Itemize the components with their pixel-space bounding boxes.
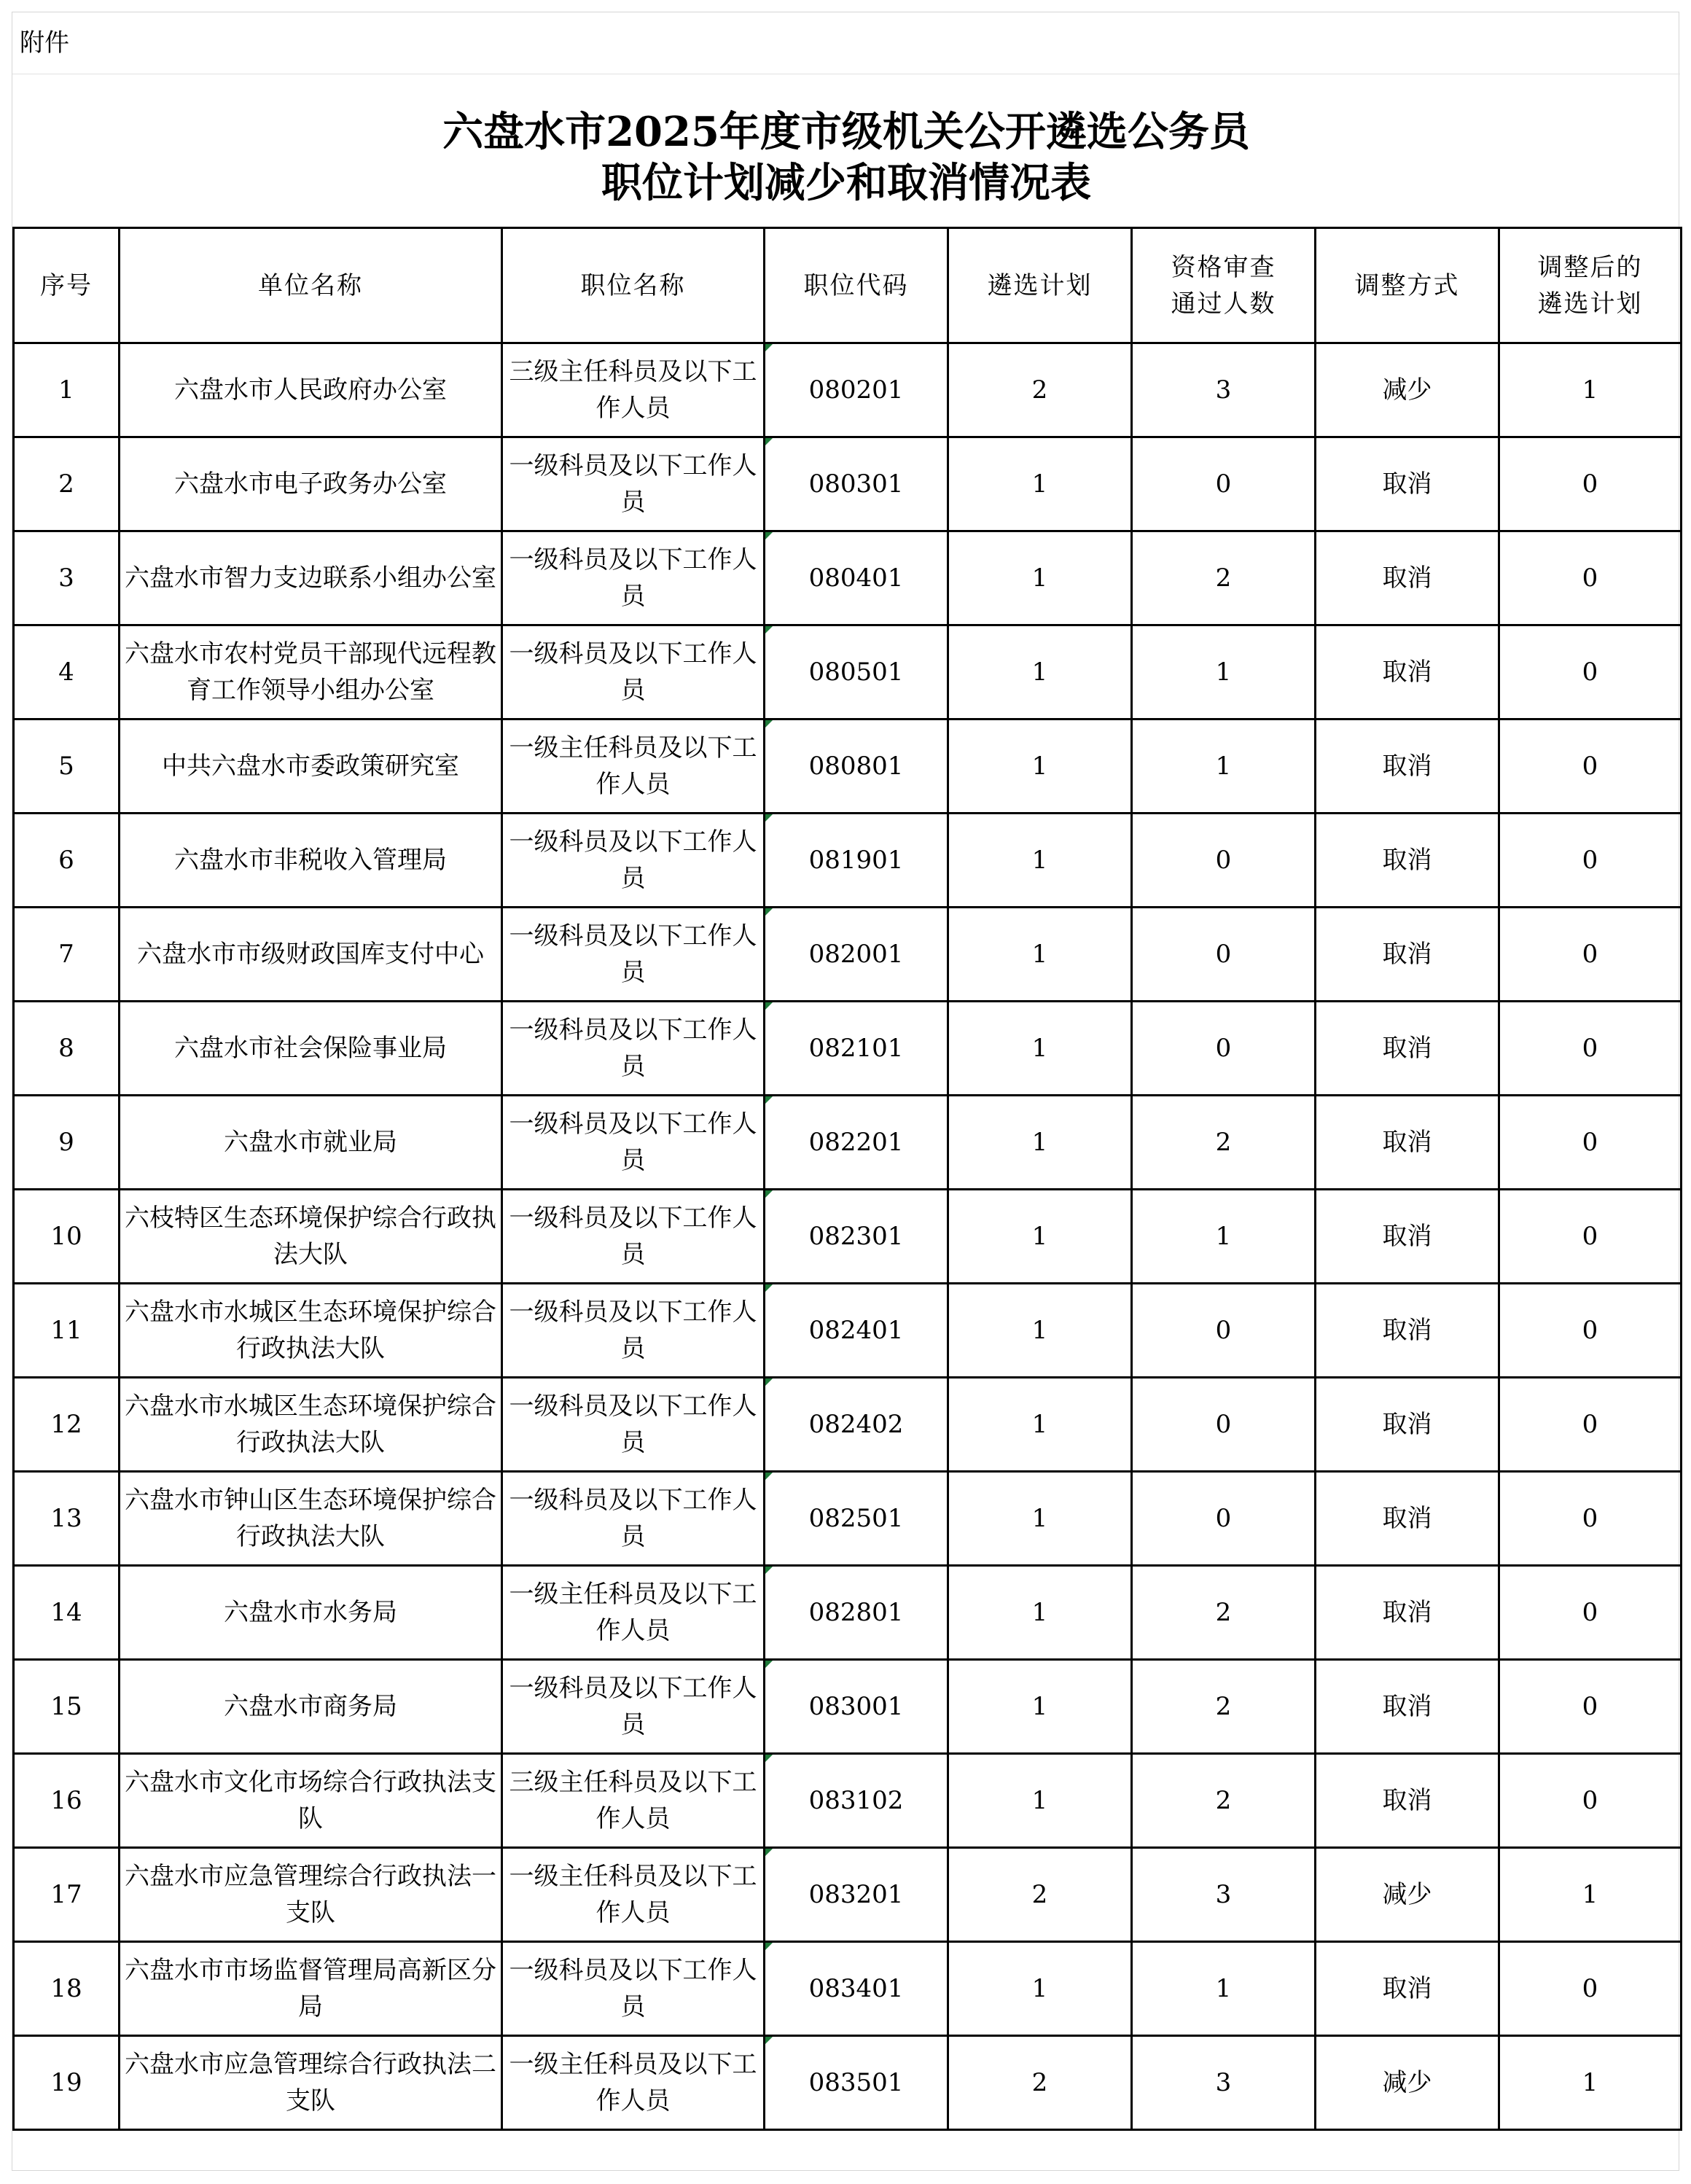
page-title-line-2: 职位计划减少和取消情况表	[601, 159, 1091, 207]
cell-note-marker	[765, 1284, 773, 1292]
cell-unit-name: 六盘水市应急管理综合行政执法一支队	[120, 1848, 502, 1942]
table-row	[14, 625, 1682, 719]
table-row	[14, 814, 1682, 908]
cell-adjust-method: 取消	[1316, 814, 1499, 908]
table-row	[14, 1096, 1682, 1190]
cell-adjusted-plan: 0	[1499, 1754, 1682, 1848]
cell-adjusted-plan: 0	[1499, 437, 1682, 531]
cell-adjusted-plan: 0	[1499, 1002, 1682, 1096]
cell-qualified-count: 0	[1132, 908, 1316, 1002]
cell-unit-name: 六盘水市商务局	[120, 1660, 502, 1754]
table-row	[14, 531, 1682, 625]
plan-table	[12, 227, 1682, 2131]
page-title-line-1: 六盘水市2025年度市级机关公开遴选公务员	[442, 108, 1250, 156]
cell-serial-number: 7	[14, 908, 120, 1002]
cell-qualified-count: 0	[1132, 814, 1316, 908]
cell-qualified-count: 1	[1132, 719, 1316, 814]
cell-serial-number: 6	[14, 814, 120, 908]
table-row	[14, 1848, 1682, 1942]
cell-serial-number: 19	[14, 2036, 120, 2130]
cell-position-name	[502, 908, 765, 1002]
cell-serial-number: 1	[14, 343, 120, 437]
table-row	[14, 343, 1682, 437]
cell-adjust-method: 减少	[1316, 1848, 1499, 1942]
cell-adjust-method: 取消	[1316, 531, 1499, 625]
cell-position-name	[502, 1660, 765, 1754]
cell-serial-number: 4	[14, 625, 120, 719]
cell-position-code-text: 083201	[808, 1880, 904, 1909]
cell-qualified-count: 3	[1132, 2036, 1316, 2130]
cell-qualified-count: 0	[1132, 1284, 1316, 1378]
cell-selection-plan: 1	[948, 1566, 1132, 1660]
table-row	[14, 1754, 1682, 1848]
cell-serial-number: 14	[14, 1566, 120, 1660]
cell-position-name	[502, 531, 765, 625]
header-position-code: 职位代码	[765, 228, 948, 343]
cell-note-marker	[765, 1378, 773, 1386]
cell-unit-name: 六盘水市水城区生态环境保护综合行政执法大队	[120, 1284, 502, 1378]
cell-position-name	[502, 1942, 765, 2036]
cell-adjust-method: 取消	[1316, 1190, 1499, 1284]
cell-note-marker	[765, 438, 773, 445]
header-selection-plan: 遴选计划	[948, 228, 1132, 343]
cell-adjust-method: 取消	[1316, 1284, 1499, 1378]
cell-position-name	[502, 719, 765, 814]
cell-serial-number: 18	[14, 1942, 120, 2036]
cell-selection-plan: 1	[948, 1472, 1132, 1566]
cell-unit-name: 六盘水市水务局	[120, 1566, 502, 1660]
cell-position-code	[765, 814, 948, 908]
table-row	[14, 719, 1682, 814]
cell-adjust-method: 取消	[1316, 1660, 1499, 1754]
cell-unit-name: 六盘水市人民政府办公室	[120, 343, 502, 437]
plan-table-body	[14, 343, 1682, 2130]
cell-selection-plan: 1	[948, 1942, 1132, 2036]
cell-position-code	[765, 1660, 948, 1754]
cell-note-marker	[765, 532, 773, 539]
cell-selection-plan: 2	[948, 1848, 1132, 1942]
cell-position-name-text: 一级科员及以下工作人员	[509, 921, 757, 987]
header-qualified-count: 资格审查 通过人数	[1132, 228, 1316, 343]
attachment-label: 附件	[20, 28, 69, 58]
cell-position-code-text: 083501	[808, 2068, 904, 2097]
cell-note-marker	[765, 1190, 773, 1198]
cell-position-code	[765, 1472, 948, 1566]
cell-position-name-text: 一级科员及以下工作人员	[509, 545, 757, 611]
cell-adjust-method: 取消	[1316, 1002, 1499, 1096]
cell-selection-plan: 1	[948, 1002, 1132, 1096]
cell-adjusted-plan: 1	[1499, 343, 1682, 437]
cell-adjusted-plan: 0	[1499, 908, 1682, 1002]
cell-unit-name: 六盘水市智力支边联系小组办公室	[120, 531, 502, 625]
header-position-name: 职位名称	[502, 228, 765, 343]
table-row	[14, 1284, 1682, 1378]
table-row	[14, 1190, 1682, 1284]
cell-unit-name: 六盘水市社会保险事业局	[120, 1002, 502, 1096]
header-unit-name: 单位名称	[120, 228, 502, 343]
cell-position-code-text: 080201	[808, 375, 904, 405]
cell-position-code	[765, 908, 948, 1002]
cell-qualified-count: 1	[1132, 625, 1316, 719]
cell-selection-plan: 1	[948, 531, 1132, 625]
cell-serial-number: 5	[14, 719, 120, 814]
cell-adjust-method: 取消	[1316, 719, 1499, 814]
table-row	[14, 1002, 1682, 1096]
cell-position-code-text: 082402	[808, 1410, 904, 1439]
cell-adjusted-plan: 0	[1499, 625, 1682, 719]
cell-position-code-text: 083102	[808, 1786, 904, 1815]
cell-adjusted-plan: 0	[1499, 531, 1682, 625]
cell-note-marker	[765, 626, 773, 633]
cell-qualified-count: 1	[1132, 1190, 1316, 1284]
cell-unit-name: 六枝特区生态环境保护综合行政执法大队	[120, 1190, 502, 1284]
cell-unit-name: 六盘水市就业局	[120, 1096, 502, 1190]
cell-note-marker	[765, 344, 773, 351]
table-header-row	[14, 228, 1682, 343]
cell-position-name-text: 一级科员及以下工作人员	[509, 1392, 757, 1457]
cell-selection-plan: 1	[948, 1096, 1132, 1190]
cell-position-name-text: 一级主任科员及以下工作人员	[509, 1862, 757, 1927]
cell-position-code	[765, 343, 948, 437]
cell-note-marker	[765, 720, 773, 728]
cell-unit-name: 六盘水市农村党员干部现代远程教育工作领导小组办公室	[120, 625, 502, 719]
spreadsheet-page	[12, 12, 1679, 2171]
cell-selection-plan: 1	[948, 1378, 1132, 1472]
title-block	[12, 74, 1680, 227]
cell-note-marker	[765, 1473, 773, 1480]
cell-serial-number: 13	[14, 1472, 120, 1566]
cell-adjusted-plan: 0	[1499, 1566, 1682, 1660]
cell-position-name	[502, 1284, 765, 1378]
table-row	[14, 908, 1682, 1002]
cell-position-code	[765, 1284, 948, 1378]
table-row	[14, 1942, 1682, 2036]
cell-unit-name: 六盘水市市级财政国库支付中心	[120, 908, 502, 1002]
cell-position-name	[502, 437, 765, 531]
cell-note-marker	[765, 1661, 773, 1668]
cell-note-marker	[765, 2037, 773, 2044]
cell-unit-name: 六盘水市应急管理综合行政执法二支队	[120, 2036, 502, 2130]
cell-position-code	[765, 1378, 948, 1472]
cell-position-name-text: 三级主任科员及以下工作人员	[509, 357, 757, 423]
cell-serial-number: 3	[14, 531, 120, 625]
cell-position-code	[765, 1848, 948, 1942]
cell-serial-number: 16	[14, 1754, 120, 1848]
cell-adjusted-plan: 1	[1499, 2036, 1682, 2130]
cell-position-name-text: 三级主任科员及以下工作人员	[509, 1768, 757, 1833]
cell-position-code-text: 082101	[808, 1034, 904, 1063]
cell-position-name-text: 一级科员及以下工作人员	[509, 1298, 757, 1363]
cell-adjusted-plan: 0	[1499, 1378, 1682, 1472]
table-row	[14, 1566, 1682, 1660]
cell-qualified-count: 2	[1132, 1754, 1316, 1848]
cell-serial-number: 8	[14, 1002, 120, 1096]
cell-adjusted-plan: 0	[1499, 1660, 1682, 1754]
cell-position-code	[765, 1002, 948, 1096]
cell-position-code-text: 082401	[808, 1316, 904, 1345]
cell-unit-name: 六盘水市电子政务办公室	[120, 437, 502, 531]
cell-position-name-text: 一级科员及以下工作人员	[509, 639, 757, 705]
cell-position-name-text: 一级科员及以下工作人员	[509, 1486, 757, 1551]
cell-selection-plan: 1	[948, 719, 1132, 814]
cell-adjusted-plan: 0	[1499, 1096, 1682, 1190]
cell-position-code-text: 082001	[808, 940, 904, 969]
cell-unit-name: 六盘水市文化市场综合行政执法支队	[120, 1754, 502, 1848]
cell-selection-plan: 1	[948, 1190, 1132, 1284]
cell-position-code	[765, 1190, 948, 1284]
cell-adjust-method: 取消	[1316, 1754, 1499, 1848]
cell-qualified-count: 2	[1132, 1566, 1316, 1660]
cell-position-code	[765, 1754, 948, 1848]
cell-selection-plan: 1	[948, 814, 1132, 908]
cell-position-name-text: 一级科员及以下工作人员	[509, 451, 757, 517]
cell-unit-name: 六盘水市市场监督管理局高新区分局	[120, 1942, 502, 2036]
cell-position-code	[765, 719, 948, 814]
cell-selection-plan: 1	[948, 1660, 1132, 1754]
cell-position-name	[502, 625, 765, 719]
cell-note-marker	[765, 908, 773, 916]
table-row	[14, 1378, 1682, 1472]
cell-unit-name: 六盘水市非税收入管理局	[120, 814, 502, 908]
cell-position-name-text: 一级科员及以下工作人员	[509, 1204, 757, 1269]
cell-position-name	[502, 2036, 765, 2130]
cell-serial-number: 15	[14, 1660, 120, 1754]
cell-adjusted-plan: 0	[1499, 814, 1682, 908]
cell-note-marker	[765, 814, 773, 822]
cell-position-name-text: 一级主任科员及以下工作人员	[509, 733, 757, 799]
cell-adjusted-plan: 0	[1499, 1942, 1682, 2036]
cell-note-marker	[765, 1849, 773, 1856]
cell-position-name	[502, 1096, 765, 1190]
cell-adjusted-plan: 1	[1499, 1848, 1682, 1942]
cell-position-code	[765, 1566, 948, 1660]
cell-position-code-text: 082801	[808, 1598, 904, 1627]
header-adjust-method: 调整方式	[1316, 228, 1499, 343]
cell-note-marker	[765, 1096, 773, 1104]
cell-adjust-method: 减少	[1316, 343, 1499, 437]
cell-adjust-method: 减少	[1316, 2036, 1499, 2130]
cell-serial-number: 2	[14, 437, 120, 531]
cell-note-marker	[765, 1567, 773, 1574]
cell-adjust-method: 取消	[1316, 1942, 1499, 2036]
cell-serial-number: 11	[14, 1284, 120, 1378]
cell-adjust-method: 取消	[1316, 625, 1499, 719]
cell-position-code-text: 080301	[808, 469, 904, 499]
cell-unit-name: 中共六盘水市委政策研究室	[120, 719, 502, 814]
cell-adjusted-plan: 0	[1499, 1472, 1682, 1566]
cell-note-marker	[765, 1002, 773, 1010]
cell-selection-plan: 1	[948, 625, 1132, 719]
cell-qualified-count: 2	[1132, 531, 1316, 625]
cell-note-marker	[765, 1755, 773, 1762]
cell-position-code	[765, 437, 948, 531]
cell-position-code-text: 081901	[808, 846, 904, 875]
cell-adjust-method: 取消	[1316, 1566, 1499, 1660]
table-row	[14, 1472, 1682, 1566]
cell-position-code-text: 082201	[808, 1128, 904, 1157]
cell-position-code	[765, 2036, 948, 2130]
cell-selection-plan: 1	[948, 1754, 1132, 1848]
cell-adjust-method: 取消	[1316, 1378, 1499, 1472]
cell-position-code	[765, 531, 948, 625]
cell-adjust-method: 取消	[1316, 1472, 1499, 1566]
cell-serial-number: 9	[14, 1096, 120, 1190]
cell-selection-plan: 1	[948, 437, 1132, 531]
cell-adjust-method: 取消	[1316, 1096, 1499, 1190]
cell-qualified-count: 0	[1132, 1002, 1316, 1096]
cell-qualified-count: 3	[1132, 343, 1316, 437]
cell-position-name-text: 一级科员及以下工作人员	[509, 1674, 757, 1739]
cell-unit-name: 六盘水市钟山区生态环境保护综合行政执法大队	[120, 1472, 502, 1566]
cell-position-code-text: 080801	[808, 752, 904, 781]
cell-selection-plan: 2	[948, 2036, 1132, 2130]
cell-position-name	[502, 1848, 765, 1942]
cell-serial-number: 12	[14, 1378, 120, 1472]
cell-qualified-count: 0	[1132, 1378, 1316, 1472]
cell-position-code	[765, 1096, 948, 1190]
cell-serial-number: 10	[14, 1190, 120, 1284]
cell-position-name	[502, 343, 765, 437]
cell-position-name-text: 一级科员及以下工作人员	[509, 827, 757, 893]
cell-serial-number: 17	[14, 1848, 120, 1942]
cell-position-name-text: 一级科员及以下工作人员	[509, 1015, 757, 1081]
cell-selection-plan: 1	[948, 1284, 1132, 1378]
cell-adjusted-plan: 0	[1499, 1190, 1682, 1284]
table-row	[14, 1660, 1682, 1754]
cell-qualified-count: 2	[1132, 1096, 1316, 1190]
table-row	[14, 2036, 1682, 2130]
cell-selection-plan: 2	[948, 343, 1132, 437]
cell-qualified-count: 0	[1132, 1472, 1316, 1566]
cell-position-name-text: 一级主任科员及以下工作人员	[509, 1580, 757, 1645]
cell-position-code-text: 082501	[808, 1504, 904, 1533]
cell-adjusted-plan: 0	[1499, 1284, 1682, 1378]
cell-note-marker	[765, 1943, 773, 1950]
table-row	[14, 437, 1682, 531]
cell-position-name-text: 一级科员及以下工作人员	[509, 1109, 757, 1175]
cell-position-name	[502, 1190, 765, 1284]
cell-qualified-count: 1	[1132, 1942, 1316, 2036]
cell-position-code-text: 082301	[808, 1222, 904, 1251]
cell-unit-name: 六盘水市水城区生态环境保护综合行政执法大队	[120, 1378, 502, 1472]
cell-adjust-method: 取消	[1316, 437, 1499, 531]
cell-position-code-text: 083401	[808, 1974, 904, 2003]
cell-position-code	[765, 625, 948, 719]
cell-qualified-count: 0	[1132, 437, 1316, 531]
cell-position-name	[502, 1378, 765, 1472]
cell-position-name	[502, 1472, 765, 1566]
header-adjusted-plan: 调整后的 遴选计划	[1499, 228, 1682, 343]
cell-position-code-text: 080501	[808, 658, 904, 687]
header-serial-number: 序号	[14, 228, 120, 343]
cell-position-name-text: 一级科员及以下工作人员	[509, 1956, 757, 2021]
cell-position-name	[502, 1002, 765, 1096]
cell-position-code	[765, 1942, 948, 2036]
cell-adjusted-plan: 0	[1499, 719, 1682, 814]
cell-qualified-count: 2	[1132, 1660, 1316, 1754]
cell-position-name	[502, 1754, 765, 1848]
cell-selection-plan: 1	[948, 908, 1132, 1002]
cell-adjust-method: 取消	[1316, 908, 1499, 1002]
cell-position-code-text: 083001	[808, 1692, 904, 1721]
cell-position-code-text: 080401	[808, 563, 904, 593]
cell-position-name	[502, 1566, 765, 1660]
cell-position-name	[502, 814, 765, 908]
cell-qualified-count: 3	[1132, 1848, 1316, 1942]
cell-position-name-text: 一级主任科员及以下工作人员	[509, 2050, 757, 2115]
